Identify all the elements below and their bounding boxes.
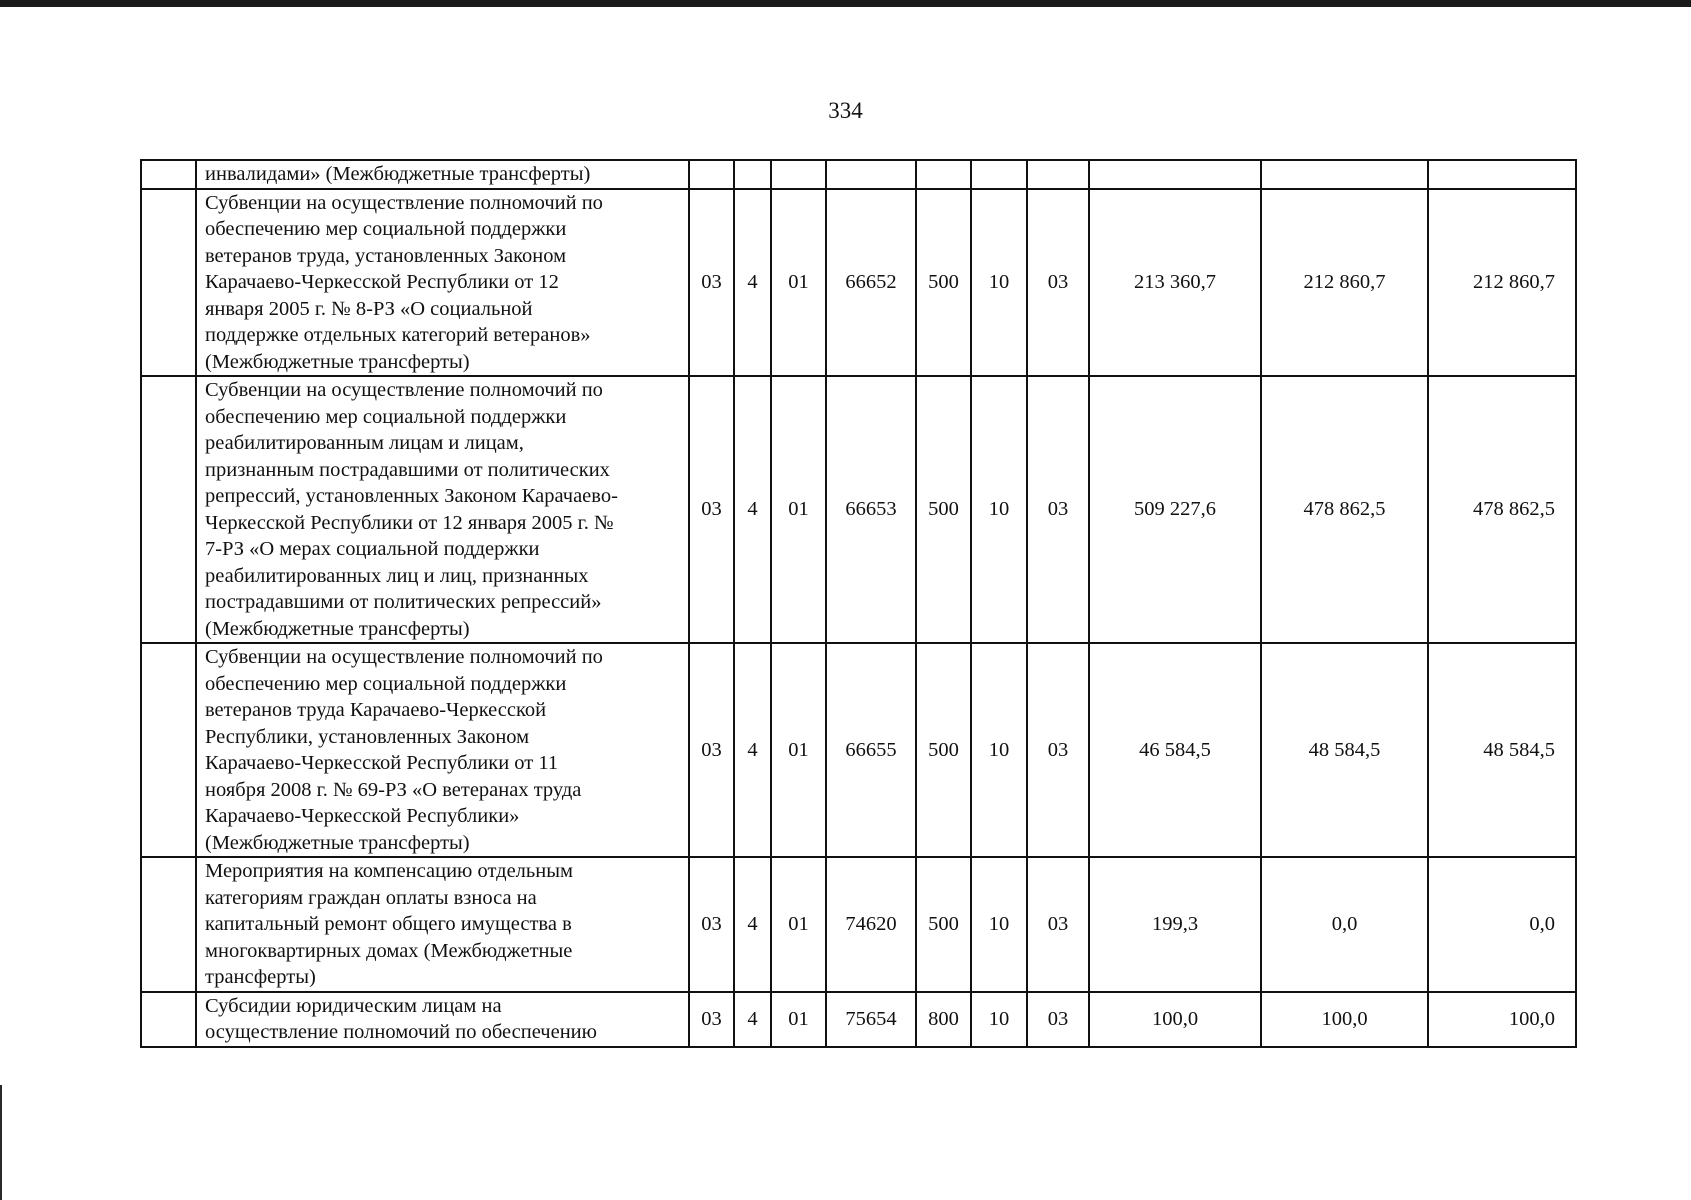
row-description: Субвенции на осуществление полномочий по обеспечению мер социальной поддержки ветеранов труда Карачаево-Черкесской Республики, установленных Законом Карачаево-Черкесской Республики от 11 ноября 2008 г. № 69-РЗ «О ветеранах труда Карачаево-Черкесской Республики» (Межбюджетные трансферты) bbox=[196, 643, 689, 857]
code-cell-2: 4 bbox=[734, 857, 771, 992]
amount-cell-1: 199,3 bbox=[1089, 857, 1261, 992]
page-number: 334 bbox=[828, 98, 863, 123]
code-cell-5: 500 bbox=[916, 189, 971, 377]
code-cell-3: 01 bbox=[771, 189, 826, 377]
table-row bbox=[141, 643, 1576, 857]
amount-cell-3: 100,0 bbox=[1428, 992, 1576, 1047]
row-index-cell bbox=[141, 160, 196, 189]
code-cell-6: 10 bbox=[971, 857, 1027, 992]
amount-cell-2 bbox=[1261, 160, 1428, 189]
code-cell-2: 4 bbox=[734, 376, 771, 643]
table-row bbox=[141, 189, 1576, 377]
code-cell-4: 66655 bbox=[826, 643, 916, 857]
amount-cell-2: 0,0 bbox=[1261, 857, 1428, 992]
amount-cell-3: 0,0 bbox=[1428, 857, 1576, 992]
scan-left-edge bbox=[0, 1085, 2, 1200]
code-cell-6: 10 bbox=[971, 992, 1027, 1047]
code-cell-2: 4 bbox=[734, 189, 771, 377]
code-cell-4: 66652 bbox=[826, 189, 916, 377]
code-cell-1: 03 bbox=[689, 189, 734, 377]
code-cell-1: 03 bbox=[689, 643, 734, 857]
amount-cell-2: 100,0 bbox=[1261, 992, 1428, 1047]
amount-cell-1 bbox=[1089, 160, 1261, 189]
code-cell-7: 03 bbox=[1027, 189, 1089, 377]
amount-cell-2: 212 860,7 bbox=[1261, 189, 1428, 377]
code-cell-7: 03 bbox=[1027, 376, 1089, 643]
row-index-cell bbox=[141, 643, 196, 857]
budget-table bbox=[140, 159, 1577, 1048]
row-index-cell bbox=[141, 376, 196, 643]
code-cell-4: 75654 bbox=[826, 992, 916, 1047]
code-cell-6: 10 bbox=[971, 189, 1027, 377]
code-cell-5: 500 bbox=[916, 857, 971, 992]
code-cell-1: 03 bbox=[689, 857, 734, 992]
amount-cell-1: 46 584,5 bbox=[1089, 643, 1261, 857]
code-cell-3: 01 bbox=[771, 376, 826, 643]
code-cell-4: 66653 bbox=[826, 376, 916, 643]
code-cell-1: 03 bbox=[689, 376, 734, 643]
code-cell-2 bbox=[734, 160, 771, 189]
code-cell-6 bbox=[971, 160, 1027, 189]
scan-top-edge bbox=[0, 0, 1691, 7]
amount-cell-2: 478 862,5 bbox=[1261, 376, 1428, 643]
row-description: Субсидии юридическим лицам на осуществление полномочий по обеспечению bbox=[196, 992, 689, 1047]
code-cell-7: 03 bbox=[1027, 857, 1089, 992]
code-cell-2: 4 bbox=[734, 992, 771, 1047]
code-cell-3 bbox=[771, 160, 826, 189]
code-cell-4: 74620 bbox=[826, 857, 916, 992]
row-index-cell bbox=[141, 857, 196, 992]
amount-cell-3: 478 862,5 bbox=[1428, 376, 1576, 643]
amount-cell-3: 212 860,7 bbox=[1428, 189, 1576, 377]
code-cell-6: 10 bbox=[971, 376, 1027, 643]
amount-cell-3 bbox=[1428, 160, 1576, 189]
table-row bbox=[141, 857, 1576, 992]
code-cell-4 bbox=[826, 160, 916, 189]
code-cell-5: 500 bbox=[916, 643, 971, 857]
code-cell-6: 10 bbox=[971, 643, 1027, 857]
code-cell-3: 01 bbox=[771, 857, 826, 992]
amount-cell-1: 100,0 bbox=[1089, 992, 1261, 1047]
row-description: Мероприятия на компенсацию отдельным категориям граждан оплаты взноса на капитальный ремонт общего имущества в многоквартирных домах (Межбюджетные трансферты) bbox=[196, 857, 689, 992]
code-cell-7: 03 bbox=[1027, 643, 1089, 857]
amount-cell-3: 48 584,5 bbox=[1428, 643, 1576, 857]
code-cell-1: 03 bbox=[689, 992, 734, 1047]
code-cell-2: 4 bbox=[734, 643, 771, 857]
amount-cell-1: 213 360,7 bbox=[1089, 189, 1261, 377]
code-cell-5: 800 bbox=[916, 992, 971, 1047]
table-row bbox=[141, 992, 1576, 1047]
row-index-cell bbox=[141, 189, 196, 377]
row-description: Субвенции на осуществление полномочий по обеспечению мер социальной поддержки реабилитированным лицам и лицам, признанным пострадавшими от политических репрессий, установленных Законом Карачаево- Черкесской Республики от 12 января 2005 г. № 7-РЗ «О мерах социальной поддержки реабилитированных лиц и лиц, признанных пострадавшими от политических репрессий» (Межбюджетные трансферты) bbox=[196, 376, 689, 643]
amount-cell-2: 48 584,5 bbox=[1261, 643, 1428, 857]
row-description: Субвенции на осуществление полномочий по обеспечению мер социальной поддержки ветеранов труда, установленных Законом Карачаево-Черкесской Республики от 12 января 2005 г. № 8-РЗ «О социальной поддержке отдельных категорий ветеранов» (Межбюджетные трансферты) bbox=[196, 189, 689, 377]
code-cell-5 bbox=[916, 160, 971, 189]
code-cell-1 bbox=[689, 160, 734, 189]
row-description: инвалидами» (Межбюджетные трансферты) bbox=[196, 160, 689, 189]
row-index-cell bbox=[141, 992, 196, 1047]
table-row bbox=[141, 160, 1576, 189]
code-cell-7 bbox=[1027, 160, 1089, 189]
code-cell-3: 01 bbox=[771, 992, 826, 1047]
amount-cell-1: 509 227,6 bbox=[1089, 376, 1261, 643]
code-cell-3: 01 bbox=[771, 643, 826, 857]
table-row bbox=[141, 376, 1576, 643]
code-cell-5: 500 bbox=[916, 376, 971, 643]
code-cell-7: 03 bbox=[1027, 992, 1089, 1047]
